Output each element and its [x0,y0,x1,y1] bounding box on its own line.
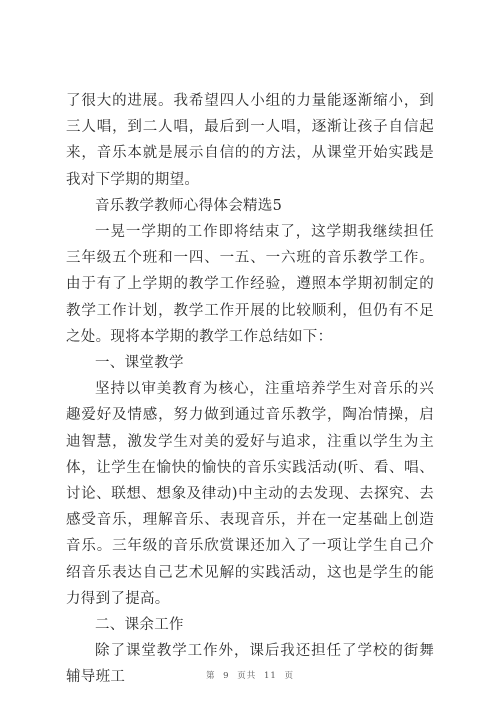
footer-suffix: 页 [284,671,295,681]
footer-total-pages: 11 [264,671,277,681]
section-heading: 二、课余工作 [95,617,184,634]
page-footer [0,669,500,681]
section-heading: 一、课堂教学 [95,355,184,372]
paragraph: 了很大的进展。我希望四人小组的力量能逐渐缩小，到三人唱，到二人唱，最后到一人唱，逐渐让孩子自信起来，音乐本就是展示自信的的方法，从课堂开始实践是我对下学期的期望。 [66,93,434,188]
paragraph: 一晃一学期的工作即将结束了，这学期我继续担任三年级五个班和一四、一五、一六班的音乐教学工作。由于有了上学期的教学工作经验，遵照本学期初制定的教学工作计划，教学工作开展的比较顺利，但仍有不足之处。现将本学期的教学工作总结如下： [66,224,434,345]
footer-middle: 页共 [237,671,257,681]
section-title: 音乐教学教师心得体会精选5 [95,197,283,214]
footer-prefix: 第 [205,671,216,681]
footer-page-number: 9 [223,671,230,681]
paragraph: 除了课堂教学工作外，课后我还担任了学校的街舞辅导班工 [66,643,434,686]
document-body [66,88,434,691]
paragraph: 坚持以审美教育为核心，注重培养学生对音乐的兴趣爱好及情感，努力做到通过音乐教学，陶冶情操，启迪智慧，激发学生对美的爱好与追求，注重以学生为主体，让学生在愉快的愉快的音乐实践活动(听、看、唱、讨论、联想、想象及律动)中主动的去发现、去探究、去感受音乐，理解音乐、表现音乐，并在一定基础上创造音乐。三年级的音乐欣赏课还加入了一项让学生自己介绍音乐表达自己艺术见解的实践活动，这也是学生的能力得到了提高。 [66,381,434,607]
